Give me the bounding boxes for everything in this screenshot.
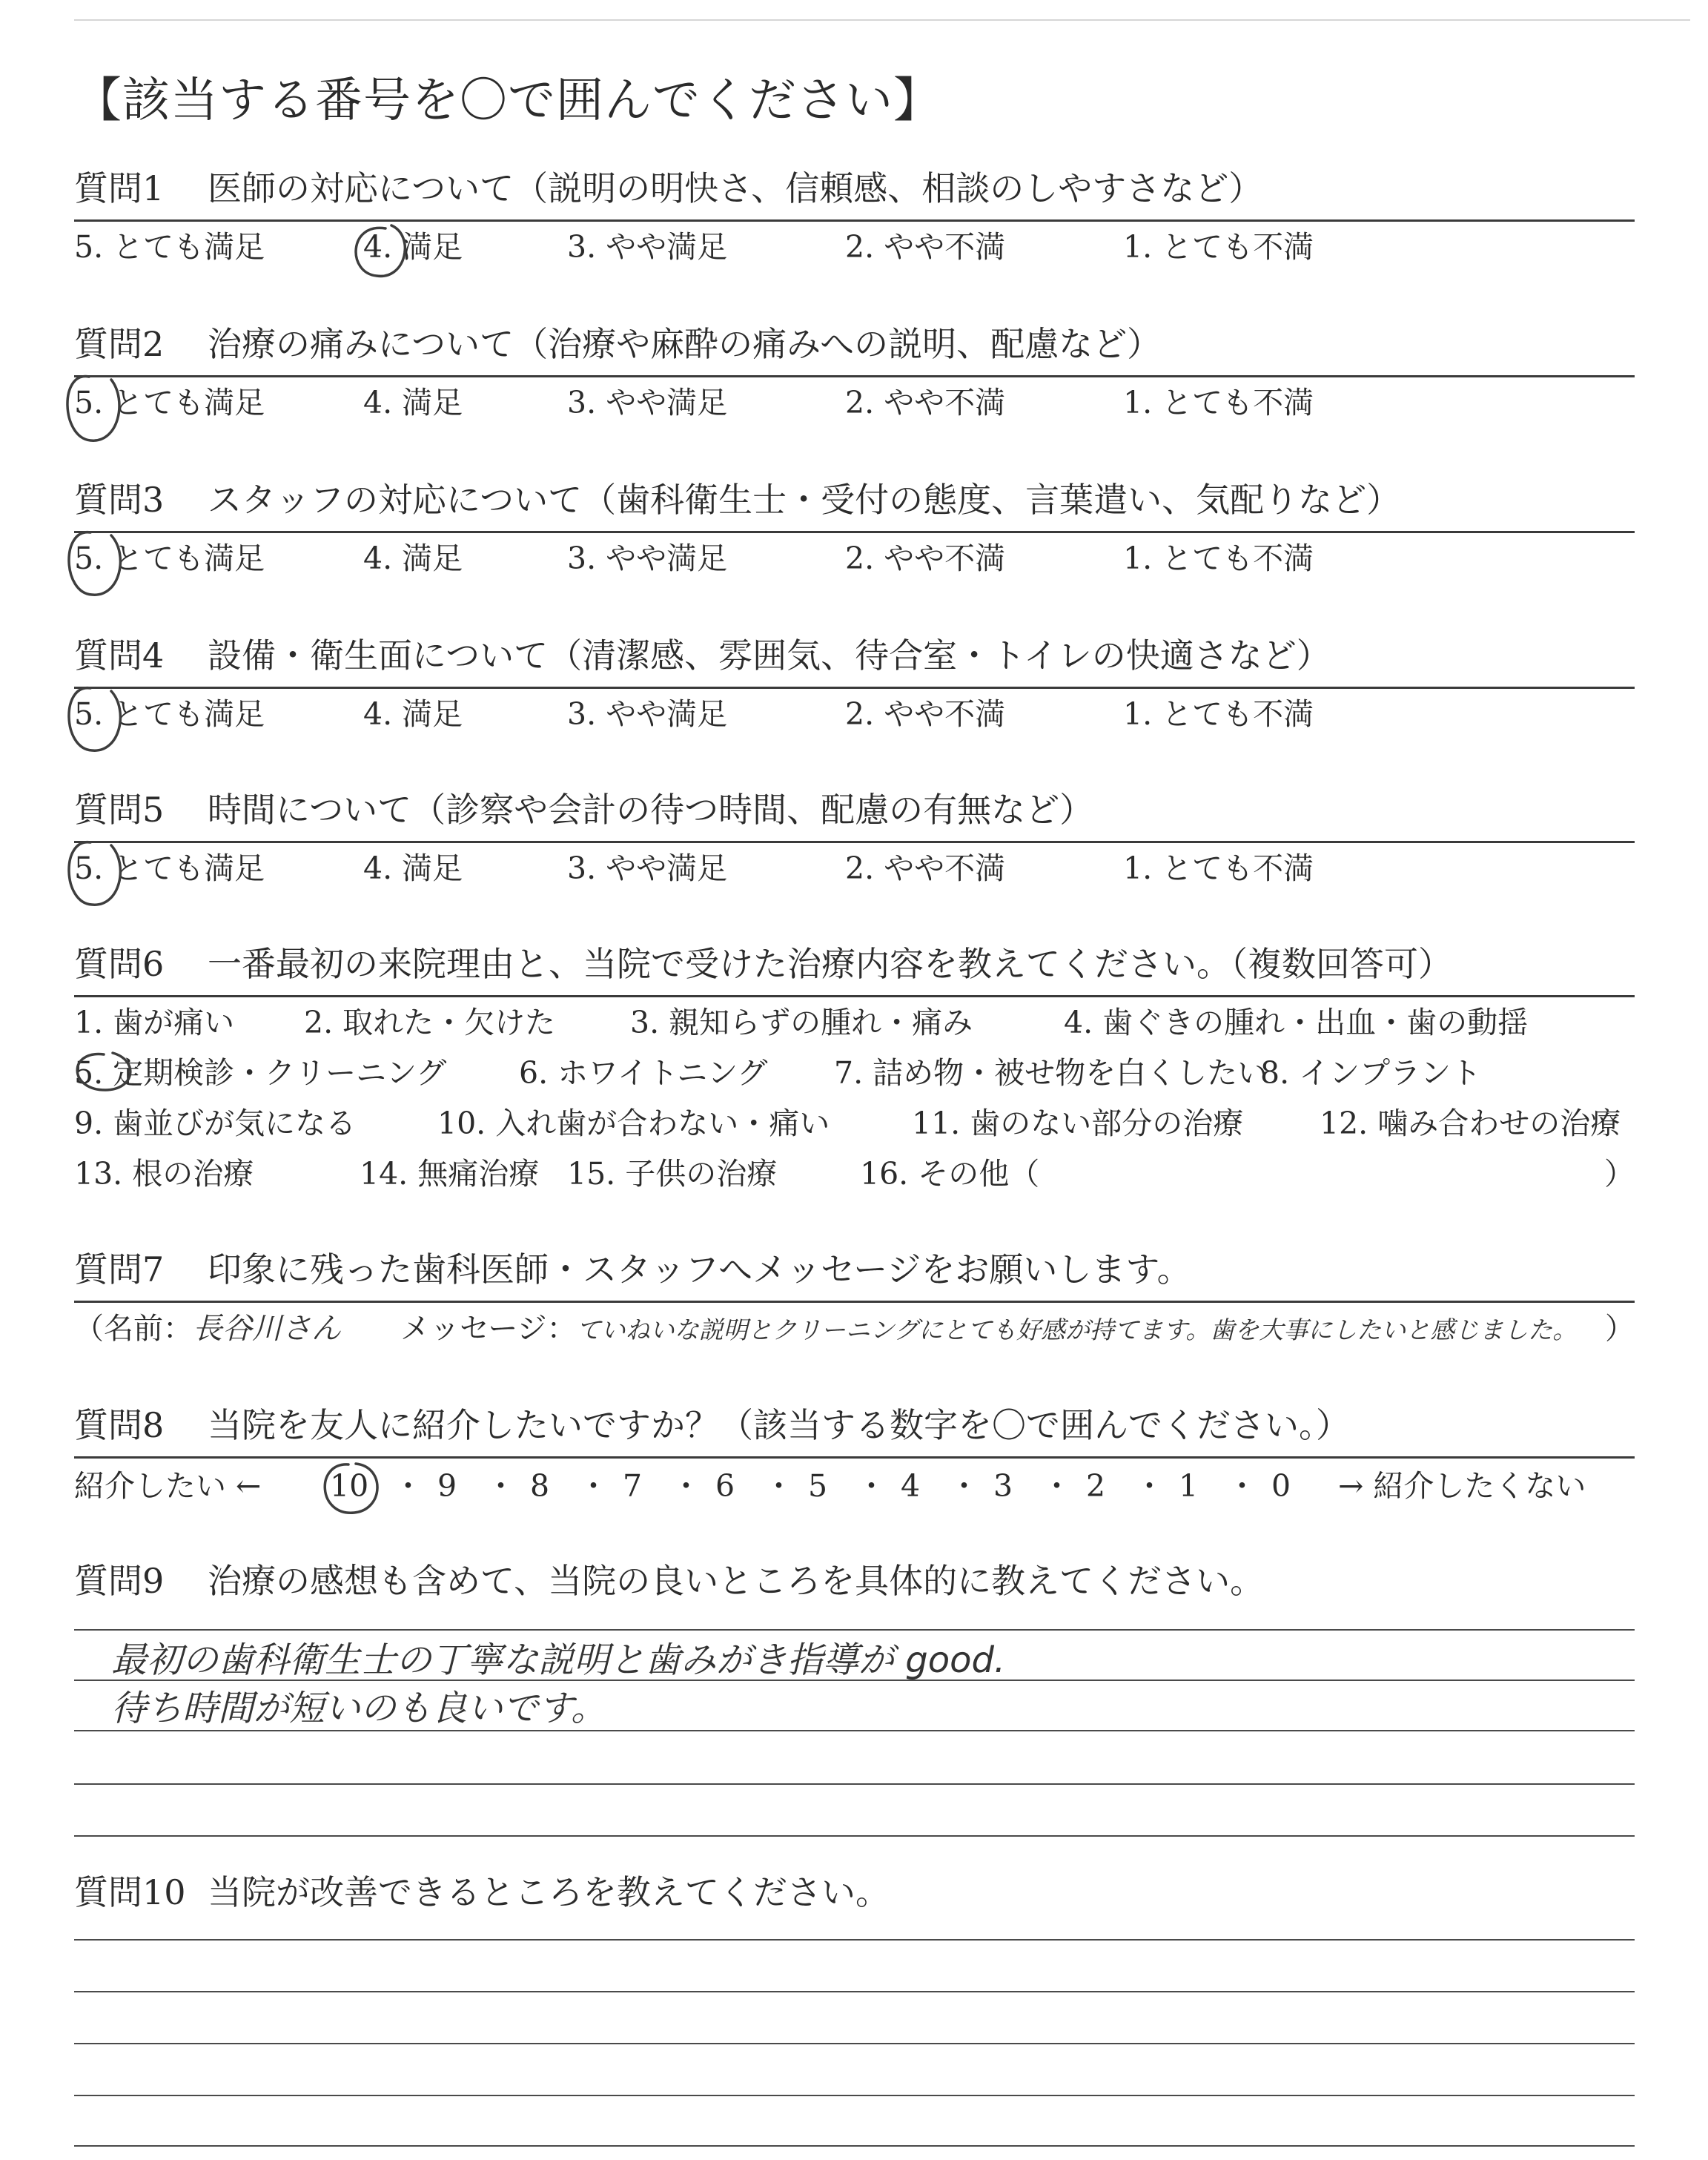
question-6 bbox=[74, 940, 1635, 1205]
question-2 bbox=[74, 320, 1635, 429]
scale-sep: ・ bbox=[856, 1468, 887, 1504]
scale-sep: ・ bbox=[486, 1468, 516, 1504]
option-4[interactable]: 4. 満足 bbox=[363, 851, 463, 886]
scale-8[interactable]: 8 bbox=[530, 1468, 550, 1504]
option-2[interactable]: 2. やや不満 bbox=[845, 541, 1006, 576]
page-header: 【該当する番号を〇で囲んでください】 bbox=[74, 73, 941, 128]
reason-option-4[interactable]: 4. 歯ぐきの腫れ・出血・歯の動揺 bbox=[1064, 1005, 1529, 1040]
scale-0[interactable]: 0 bbox=[1271, 1468, 1291, 1504]
page-top-border bbox=[74, 19, 1690, 21]
question-title bbox=[74, 476, 1635, 533]
question-text: 一番最初の来院理由と、当院で受けた治療内容を教えてください。（複数回答可） bbox=[208, 944, 1452, 984]
scale-sep: ・ bbox=[1227, 1468, 1257, 1504]
option-1[interactable]: 1. とても不満 bbox=[1123, 385, 1314, 420]
option-3[interactable]: 3. やや満足 bbox=[567, 385, 728, 420]
option-1[interactable]: 1. とても不満 bbox=[1123, 229, 1314, 265]
question-text: スタッフの対応について（歯科衛生士・受付の態度、言葉遣い、気配りなど） bbox=[208, 480, 1401, 520]
scale-7[interactable]: 7 bbox=[623, 1468, 643, 1504]
option-5[interactable]: 5. とても満足 bbox=[74, 541, 265, 576]
name-label: （名前： bbox=[74, 1312, 193, 1346]
answer-line bbox=[74, 1991, 1635, 1992]
message-field[interactable] bbox=[400, 1303, 1577, 1356]
other-close-paren: ） bbox=[1604, 1156, 1635, 1192]
reason-option-5[interactable]: 5. 定期検診・クリーニング bbox=[74, 1055, 447, 1091]
rating-options bbox=[74, 843, 1635, 895]
scale-sep: ・ bbox=[1134, 1468, 1165, 1504]
question-number: 質問8 bbox=[74, 1405, 165, 1445]
scale-4[interactable]: 4 bbox=[901, 1468, 921, 1504]
question-title bbox=[74, 1869, 1635, 1923]
question-title bbox=[74, 786, 1635, 843]
message-close: ） bbox=[1605, 1312, 1635, 1346]
option-3[interactable]: 3. やや満足 bbox=[567, 229, 728, 265]
option-1[interactable]: 1. とても不満 bbox=[1123, 851, 1314, 886]
option-1[interactable]: 1. とても不満 bbox=[1123, 541, 1314, 576]
question-number: 質問7 bbox=[74, 1249, 165, 1289]
reason-options bbox=[74, 997, 1635, 1205]
scale-left-label: 紹介したい ← bbox=[74, 1468, 262, 1504]
question-number: 質問6 bbox=[74, 944, 165, 984]
option-4[interactable]: 4. 満足 bbox=[363, 385, 463, 420]
question-number: 質問2 bbox=[74, 324, 165, 364]
reason-option-13[interactable]: 13. 根の治療 bbox=[74, 1156, 254, 1192]
question-5 bbox=[74, 786, 1635, 895]
answer-line bbox=[74, 2145, 1635, 2147]
question-number: 質問1 bbox=[74, 168, 165, 208]
answer-line bbox=[74, 1783, 1635, 1785]
scale-9[interactable]: 9 bbox=[437, 1468, 457, 1504]
option-5[interactable]: 5. とても満足 bbox=[74, 696, 265, 732]
scale-10[interactable]: 10 bbox=[330, 1468, 369, 1504]
question-number: 質問10 bbox=[74, 1872, 186, 1912]
question-text: 設備・衛生面について（清潔感、雰囲気、待合室・トイレの快適さなど） bbox=[208, 635, 1331, 676]
question-text: 当院を友人に紹介したいですか？（該当する数字を〇で囲んでください。） bbox=[208, 1405, 1350, 1445]
name-field[interactable] bbox=[74, 1303, 341, 1355]
question-7 bbox=[74, 1246, 1635, 1355]
scale-5[interactable]: 5 bbox=[808, 1468, 828, 1504]
question-title bbox=[74, 1557, 1635, 1612]
question-number: 質問3 bbox=[74, 480, 165, 520]
scale-6[interactable]: 6 bbox=[715, 1468, 735, 1504]
question-8 bbox=[74, 1401, 1635, 1515]
option-4[interactable]: 4. 満足 bbox=[363, 696, 463, 732]
reason-option-1[interactable]: 1. 歯が痛い bbox=[74, 1005, 235, 1040]
reason-option-9[interactable]: 9. 歯並びが気になる bbox=[74, 1106, 357, 1141]
reason-option-8[interactable]: 8. インプラント bbox=[1260, 1055, 1482, 1091]
scale-2[interactable]: 2 bbox=[1086, 1468, 1106, 1504]
option-4[interactable]: 4. 満足 bbox=[363, 229, 463, 265]
question-text: 医師の対応について（説明の明快さ、信頼感、相談のしやすさなど） bbox=[208, 168, 1263, 208]
rating-options bbox=[74, 377, 1635, 429]
option-2[interactable]: 2. やや不満 bbox=[845, 229, 1006, 265]
question-title bbox=[74, 320, 1635, 377]
question-number: 質問4 bbox=[74, 635, 165, 676]
name-value: 長谷川さん bbox=[193, 1312, 341, 1346]
question-title bbox=[74, 940, 1635, 997]
scale-sep: ・ bbox=[949, 1468, 979, 1504]
question-title bbox=[74, 632, 1635, 689]
message-row bbox=[74, 1303, 1635, 1355]
scale-3[interactable]: 3 bbox=[993, 1468, 1013, 1504]
question-title bbox=[74, 165, 1635, 222]
answer-text-line-2: 待ち時間が短いのも良いです。 bbox=[111, 1688, 607, 1729]
scale-sep: ・ bbox=[764, 1468, 794, 1504]
option-2[interactable]: 2. やや不満 bbox=[845, 385, 1006, 420]
reason-option-15[interactable]: 15. 子供の治療 bbox=[567, 1156, 778, 1192]
message-value: ていねいな説明とクリーニングにとても好感が持てます。歯を大事にしたいと感じました。 bbox=[576, 1315, 1578, 1344]
question-title bbox=[74, 1246, 1635, 1303]
question-10 bbox=[74, 1869, 1635, 1923]
reason-option-2[interactable]: 2. 取れた・欠けた bbox=[304, 1005, 556, 1040]
option-3[interactable]: 3. やや満足 bbox=[567, 851, 728, 886]
scale-sep: ・ bbox=[671, 1468, 701, 1504]
answer-line bbox=[74, 1629, 1635, 1631]
question-number: 質問9 bbox=[74, 1561, 165, 1601]
option-2[interactable]: 2. やや不満 bbox=[845, 851, 1006, 886]
scale-right-label: → 紹介したくない bbox=[1338, 1468, 1586, 1504]
option-5[interactable]: 5. とても満足 bbox=[74, 851, 265, 886]
rating-options bbox=[74, 533, 1635, 585]
question-3 bbox=[74, 476, 1635, 585]
option-1[interactable]: 1. とても不満 bbox=[1123, 696, 1314, 732]
recommend-scale bbox=[74, 1459, 1635, 1515]
question-4 bbox=[74, 632, 1635, 741]
question-text: 印象に残った歯科医師・スタッフへメッセージをお願いします。 bbox=[208, 1249, 1191, 1289]
question-number: 質問5 bbox=[74, 790, 165, 830]
reason-option-16[interactable]: 16. その他（ bbox=[860, 1156, 1040, 1192]
answer-line bbox=[74, 1835, 1635, 1837]
question-text: 治療の痛みについて（治療や麻酔の痛みへの説明、配慮など） bbox=[208, 324, 1162, 364]
reason-option-7[interactable]: 7. 詰め物・被せ物を白くしたい bbox=[834, 1055, 1268, 1091]
reason-option-11[interactable]: 11. 歯のない部分の治療 bbox=[912, 1106, 1244, 1141]
option-2[interactable]: 2. やや不満 bbox=[845, 696, 1006, 732]
message-label: メッセージ： bbox=[400, 1312, 577, 1346]
answer-line bbox=[74, 2043, 1635, 2044]
scale-sep: ・ bbox=[578, 1468, 609, 1504]
scale-sep: ・ bbox=[393, 1468, 423, 1504]
answer-line bbox=[74, 1939, 1635, 1941]
reason-option-12[interactable]: 12. 噛み合わせの治療 bbox=[1320, 1106, 1621, 1141]
rating-options bbox=[74, 689, 1635, 741]
option-5[interactable]: 5. とても満足 bbox=[74, 229, 265, 265]
option-3[interactable]: 3. やや満足 bbox=[567, 541, 728, 576]
answer-text-line-1: 最初の歯科衛生士の丁寧な説明と歯みがき指導が good. bbox=[111, 1639, 1006, 1681]
rating-options bbox=[74, 222, 1635, 274]
reason-option-3[interactable]: 3. 親知らずの腫れ・痛み bbox=[630, 1005, 973, 1040]
reason-option-10[interactable]: 10. 入れ歯が合わない・痛い bbox=[437, 1106, 830, 1141]
option-5[interactable]: 5. とても満足 bbox=[74, 385, 265, 420]
question-1 bbox=[74, 165, 1635, 274]
reason-option-14[interactable]: 14. 無痛治療 bbox=[360, 1156, 540, 1192]
question-text: 治療の感想も含めて、当院の良いところを具体的に教えてください。 bbox=[208, 1561, 1265, 1601]
question-9 bbox=[74, 1557, 1635, 1612]
option-3[interactable]: 3. やや満足 bbox=[567, 696, 728, 732]
question-title bbox=[74, 1401, 1635, 1459]
answer-line bbox=[74, 2095, 1635, 2096]
question-text: 当院が改善できるところを教えてください。 bbox=[208, 1872, 890, 1912]
reason-option-6[interactable]: 6. ホワイトニング bbox=[519, 1055, 768, 1091]
option-4[interactable]: 4. 満足 bbox=[363, 541, 463, 576]
question-text: 時間について（診察や会計の待つ時間、配慮の有無など） bbox=[208, 790, 1094, 830]
scale-1[interactable]: 1 bbox=[1179, 1468, 1199, 1504]
scale-sep: ・ bbox=[1042, 1468, 1072, 1504]
